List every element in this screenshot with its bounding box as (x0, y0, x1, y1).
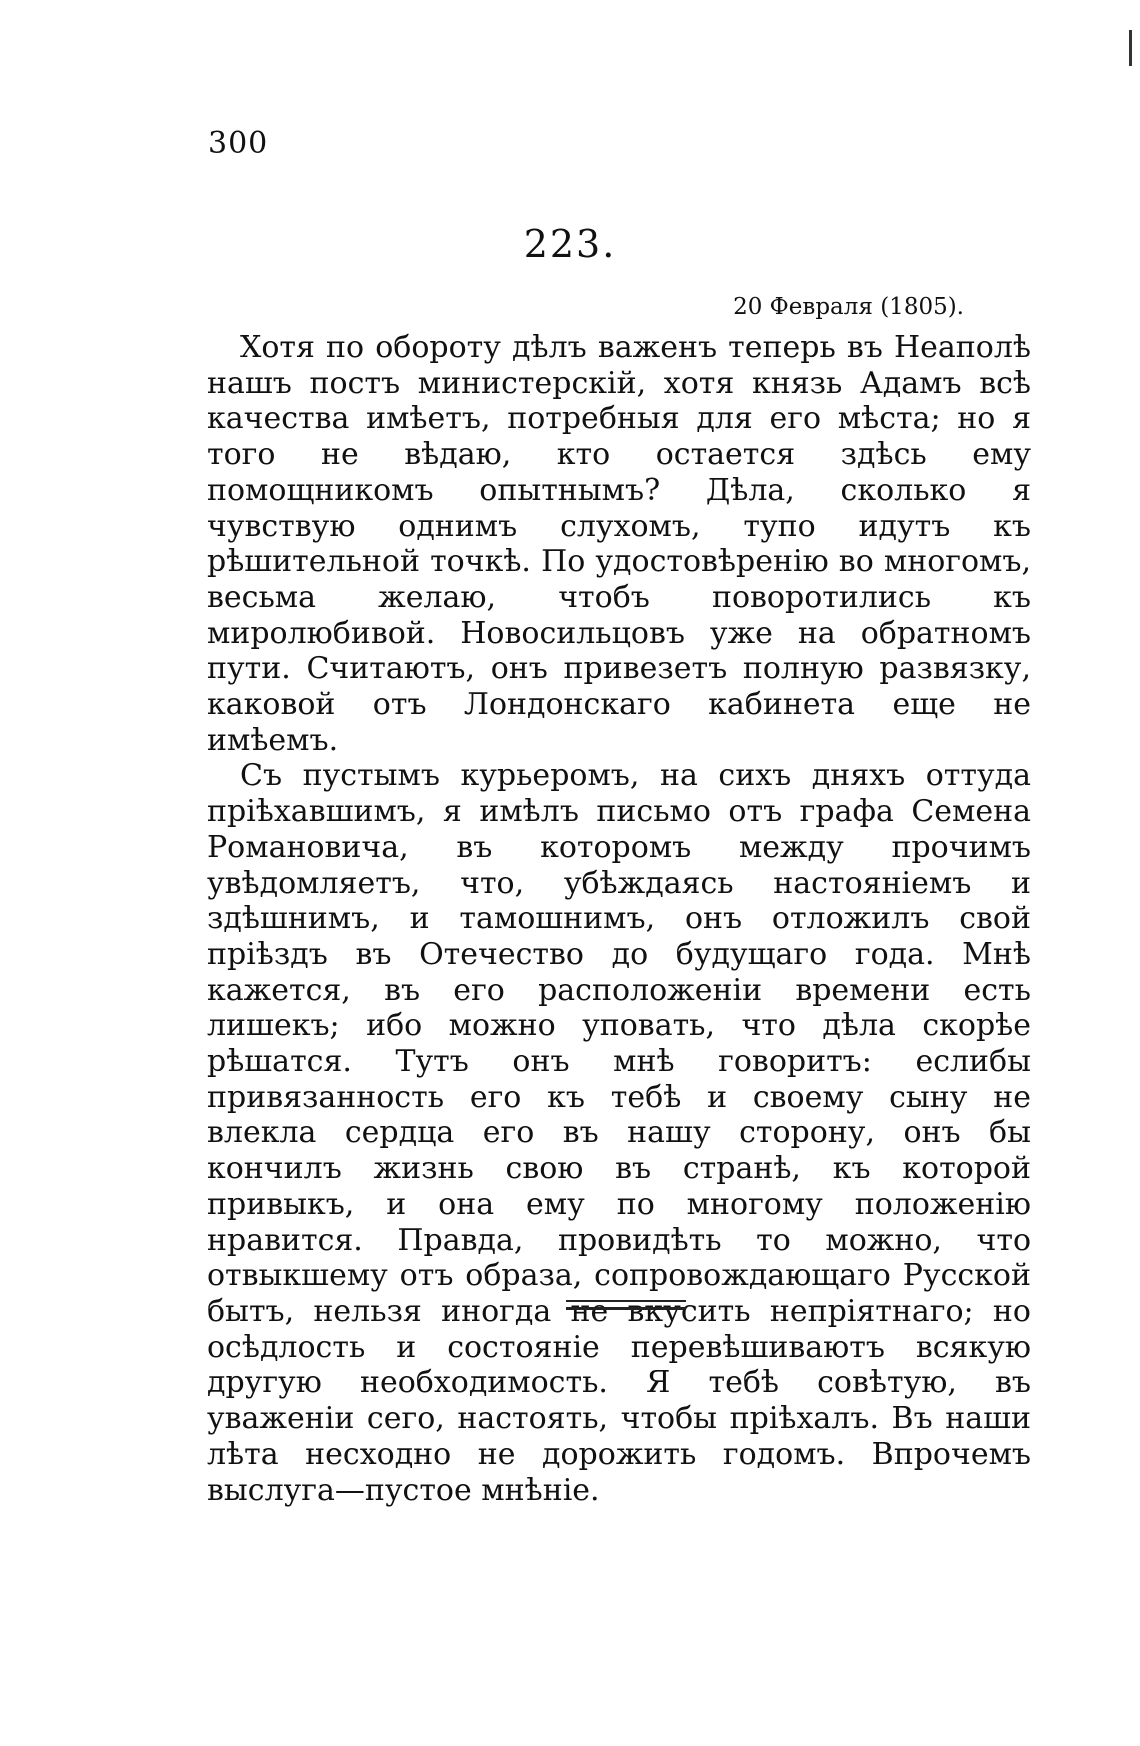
page-number: 300 (208, 126, 269, 161)
separator-line-top (566, 1300, 686, 1302)
letter-number-heading: 223. (523, 222, 617, 266)
paragraph-2: Съ пустымъ курьеромъ, на сихъ дняхъ оттуда пріѣхавшимъ, я имѣлъ письмо отъ графа Семена Романовича, въ которомъ между прочимъ увѣдомляетъ, что, убѣждаясь настояніемъ и здѣшнимъ, и тамошнимъ, онъ отложилъ свой пріѣздъ въ Отечество до будущаго года. Мнѣ кажется, въ его расположеніи времени есть лишекъ; ибо можно уповать, что дѣла скорѣе рѣшатся. Тутъ онъ мнѣ говоритъ: еслибы привязанность его къ тебѣ и своему сыну не влекла сердца его въ нашу сторону, онъ бы кончилъ жизнь свою въ странѣ, къ которой привыкъ, и она ему по многому положенію нравится. Правда, провидѣть то можно, что отвыкшему отъ образа, сопровождающаго Русской бытъ, нельзя иногда не вкусить непріятнаго; но осѣдлость и состояніе перевѣшиваютъ всякую другую необходимость. Я тебѣ совѣтую, въ уваженіи сего, настоять, чтобы пріѣхалъ. Въ наши лѣта несходно не дорожить годомъ. Впрочемъ выслуга—пустое мнѣніе. (207, 758, 1031, 1508)
separator-line-bottom (566, 1307, 686, 1310)
paragraph-1: Хотя по обороту дѣлъ важенъ теперь въ Неаполѣ нашъ постъ министерскій, хотя князь Адамъ всѣ качества имѣетъ, потребныя для его мѣста; но я того не вѣдаю, кто остается здѣсь ему помощникомъ опытнымъ? Дѣла, сколько я чувствую однимъ слухомъ, тупо идутъ къ рѣшительной точкѣ. По удостовѣренію во многомъ, весьма желаю, чтобъ поворотились къ миролюбивой. Новосильцовъ уже на обратномъ пути. Считаютъ, онъ привезетъ полную развязку, каковой отъ Лондонскаго кабинета еще не имѣемъ. (207, 330, 1031, 758)
scan-edge-mark (1129, 30, 1132, 66)
letter-body (207, 330, 1031, 1508)
section-separator (566, 1300, 686, 1310)
letter-date: 20 Февраля (1805). (733, 294, 964, 320)
